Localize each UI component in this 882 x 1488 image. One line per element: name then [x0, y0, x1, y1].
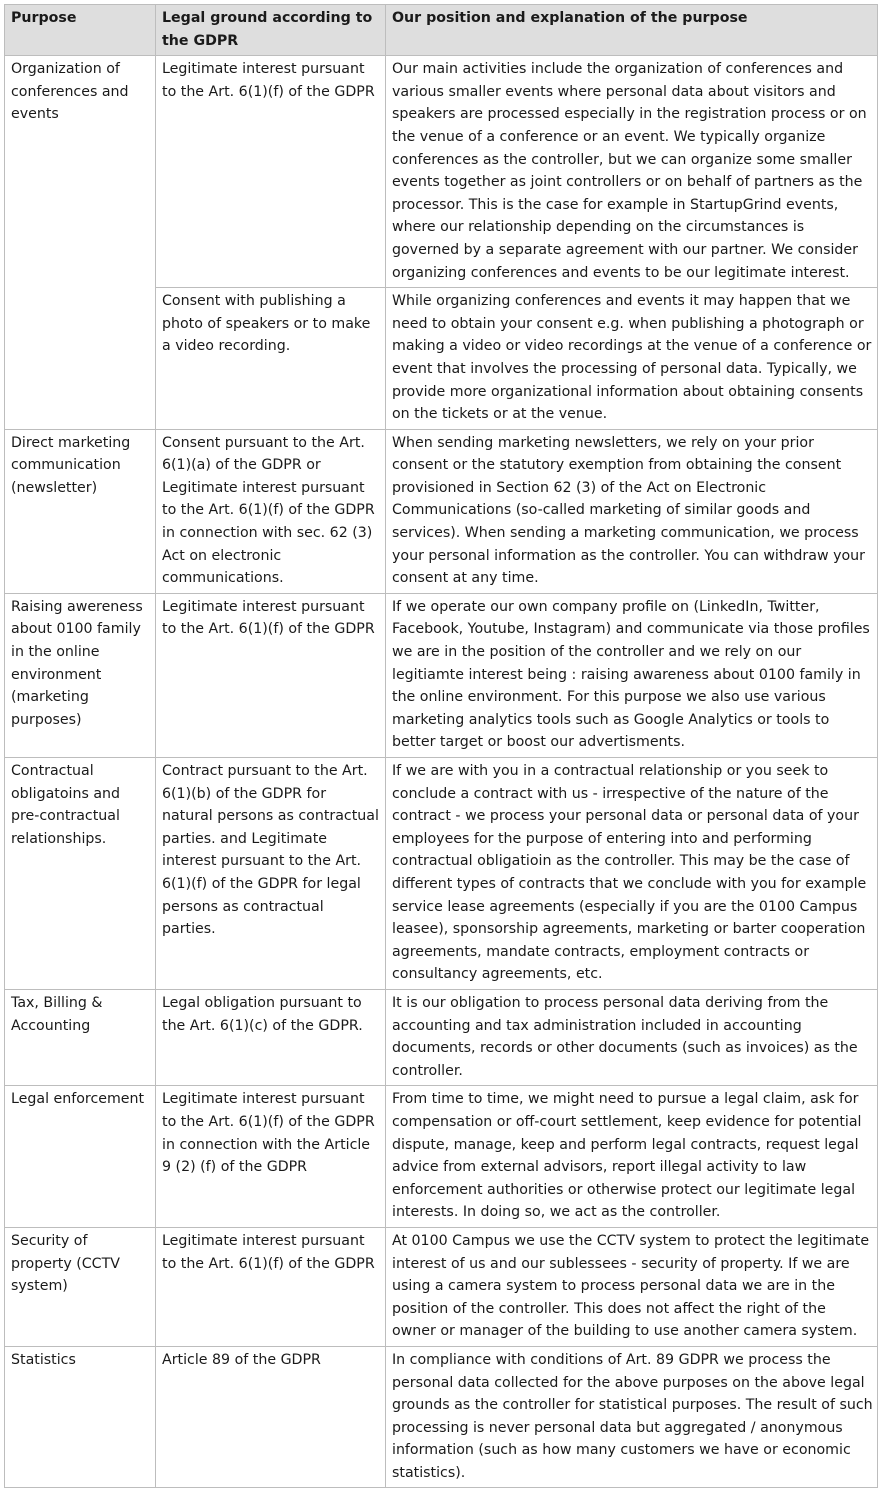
legal-ground-cell: Article 89 of the GDPR	[156, 1346, 386, 1488]
position-cell: When sending marketing newsletters, we rely on your prior consent or the statutory exemption from obtaining the consent provisioned in Section 62 (3) of the Act on Electronic Communications (so-called marketing of similar goods and services). When sending a marketing communication, we process your personal information as the controller. You can withdraw your consent at any time.	[386, 429, 878, 593]
header-purpose: Purpose	[5, 5, 156, 56]
position-cell: If we operate our own company profile on (LinkedIn, Twitter, Facebook, Youtube, Instagram) and communicate via those profiles we are in the position of the controller and we rely on our legitiamte interest being : raising awareness about 0100 family in the online environment. For this purpose we also use various marketing analytics tools such as Google Analytics or tools to better target or boost our advertisments.	[386, 593, 878, 757]
purpose-cell: Contractual obligatoins and pre-contractual relationships.	[5, 758, 156, 990]
table-header-row	[5, 5, 878, 56]
legal-ground-cell: Legitimate interest pursuant to the Art. 6(1)(f) of the GDPR	[156, 593, 386, 757]
position-cell: Our main activities include the organization of conferences and various smaller events where personal data about visitors and speakers are processed especially in the registration process or on the venue of a conference or an event. We typically organize conferences as the controller, but we can organize some smaller events together as joint controllers or on behalf of partners as the processor. This is the case for example in StartupGrind events, where our relationship depending on the circumstances is governed by a separate agreement with our partner. We consider organizing conferences and events to be our legitimate interest.	[386, 56, 878, 288]
position-cell: If we are with you in a contractual relationship or you seek to conclude a contract with us - irrespective of the nature of the contract - we process your personal data or personal data of your employees for the purpose of entering into and performing contractual obligatioin as the controller. This may be the case of different types of contracts that we conclude with you for example service lease agreements (especially if you are the 0100 Campus leasee), sponsorship agreements, marketing or barter cooperation agreements, mandate contracts, employment contracts or consultancy agreements, etc.	[386, 758, 878, 990]
purpose-cell: Security of property (CCTV system)	[5, 1227, 156, 1346]
table-row	[5, 1227, 878, 1346]
purpose-cell: Tax, Billing & Accounting	[5, 990, 156, 1086]
purpose-cell: Direct marketing communication (newsletter)	[5, 429, 156, 593]
legal-ground-cell: Legitimate interest pursuant to the Art. 6(1)(f) of the GDPR	[156, 56, 386, 288]
legal-ground-cell: Legitimate interest pursuant to the Art. 6(1)(f) of the GDPR	[156, 1227, 386, 1346]
legal-ground-cell: Consent with publishing a photo of speakers or to make a video recording.	[156, 288, 386, 430]
legal-ground-cell: Legitimate interest pursuant to the Art. 6(1)(f) of the GDPR in connection with the Article 9 (2) (f) of the GDPR	[156, 1086, 386, 1228]
table-row	[5, 593, 878, 757]
purpose-cell: Raising awereness about 0100 family in the online environment (marketing purposes)	[5, 593, 156, 757]
header-legal-ground: Legal ground according to the GDPR	[156, 5, 386, 56]
purpose-cell: Organization of conferences and events	[5, 56, 156, 430]
legal-ground-cell: Consent pursuant to the Art. 6(1)(a) of the GDPR or Legitimate interest pursuant to the Art. 6(1)(f) of the GDPR in connection with sec. 62 (3) Act on electronic communications.	[156, 429, 386, 593]
legal-ground-cell: Contract pursuant to the Art. 6(1)(b) of the GDPR for natural persons as contractual parties. and Legitimate interest pursuant to the Art. 6(1)(f) of the GDPR for legal persons as contractual parties.	[156, 758, 386, 990]
table-row	[5, 1346, 878, 1488]
position-cell: It is our obligation to process personal data deriving from the accounting and tax administration included in accounting documents, records or other documents (such as invoices) as the controller.	[386, 990, 878, 1086]
position-cell: From time to time, we might need to pursue a legal claim, ask for compensation or off-court settlement, keep evidence for potential dispute, manage, keep and perform legal contracts, request legal advice from external advisors, report illegal activity to law enforcement authorities or otherwise protect our legitimate legal interests. In doing so, we act as the controller.	[386, 1086, 878, 1228]
table-row	[5, 990, 878, 1086]
position-cell: While organizing conferences and events it may happen that we need to obtain your consent e.g. when publishing a photograph or making a video or video recordings at the venue of a conference or event that involves the processing of personal data. Typically, we provide more organizational information about obtaining consents on the tickets or at the venue.	[386, 288, 878, 430]
purpose-cell: Legal enforcement	[5, 1086, 156, 1228]
table-row	[5, 758, 878, 990]
purpose-cell: Statistics	[5, 1346, 156, 1488]
legal-ground-cell: Legal obligation pursuant to the Art. 6(1)(c) of the GDPR.	[156, 990, 386, 1086]
table-row	[5, 429, 878, 593]
table-row	[5, 56, 878, 288]
position-cell: In compliance with conditions of Art. 89 GDPR we process the personal data collected for the above purposes on the above legal grounds as the controller for statistical purposes. The result of such processing is never personal data but aggregated / anonymous information (such as how many customers we have or economic statistics).	[386, 1346, 878, 1488]
gdpr-purposes-table	[4, 4, 878, 1488]
table-row	[5, 1086, 878, 1228]
header-position: Our position and explanation of the purpose	[386, 5, 878, 56]
position-cell: At 0100 Campus we use the CCTV system to protect the legitimate interest of us and our sublessees - security of property. If we are using a camera system to process personal data we are in the position of the controller. This does not affect the right of the owner or manager of the building to use another camera system.	[386, 1227, 878, 1346]
